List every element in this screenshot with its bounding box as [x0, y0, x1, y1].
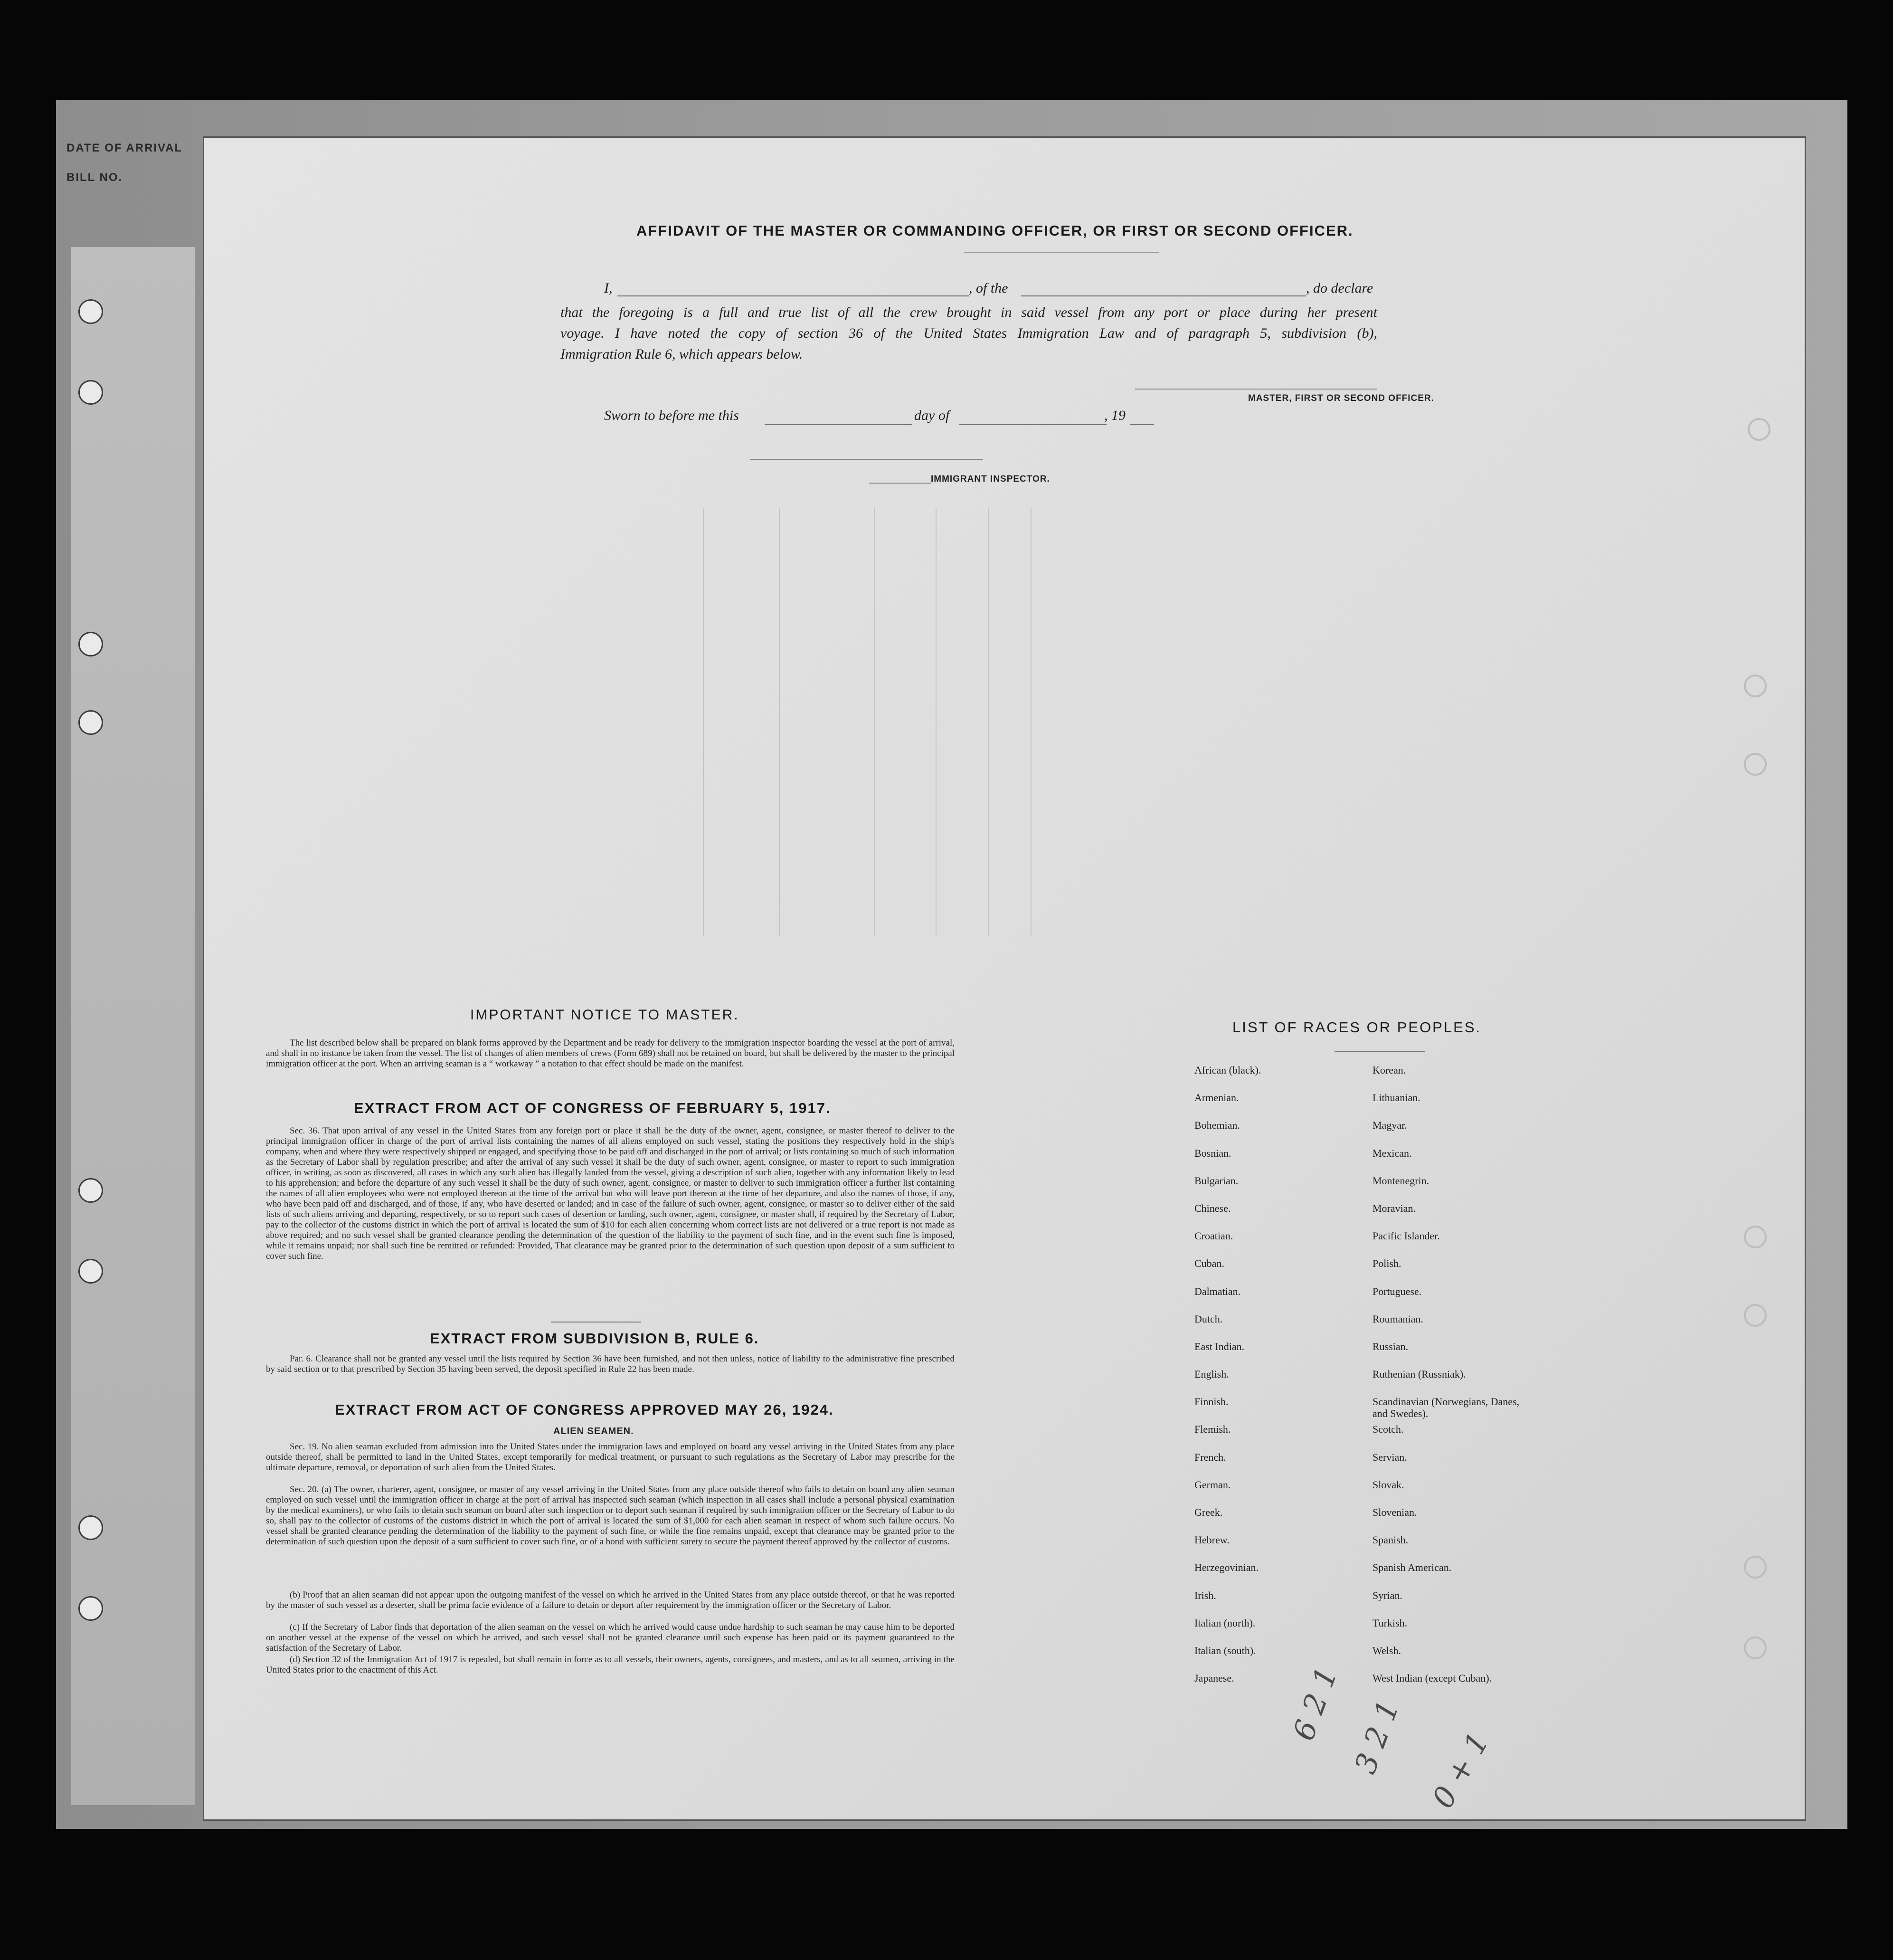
binding-hole: [78, 632, 103, 657]
race-item: Polish.: [1372, 1257, 1401, 1270]
inspector-signature-line: [750, 459, 983, 460]
race-item: Slovenian.: [1372, 1506, 1417, 1518]
race-item: Chinese.: [1194, 1202, 1231, 1214]
race-item: Dutch.: [1194, 1313, 1223, 1325]
race-item: Pacific Islander.: [1372, 1230, 1440, 1242]
sworn-day-blank: [765, 424, 912, 425]
year-blank: [1130, 424, 1154, 425]
name-blank: [617, 295, 969, 296]
affidavit-line-2: that the foregoing is a full and true list of all the crew brought in said vessel from any port or place during her present: [560, 304, 1377, 320]
title-rule: [964, 252, 1159, 253]
affidavit-line-3: voyage. I have noted the copy of section 36 of the United States Immigration Law and of paragraph 5, subdivision (b),: [560, 325, 1377, 341]
race-item: Roumanian.: [1372, 1313, 1423, 1325]
punch-ring: [1744, 1226, 1767, 1248]
edge-date-label: DATE OF ARRIVAL: [66, 142, 183, 154]
edge-bill-label: BILL NO.: [66, 171, 123, 184]
show-through-line: [779, 508, 780, 936]
race-item: Slovak.: [1372, 1478, 1404, 1491]
handwritten-note: 6 2 1: [1286, 1662, 1344, 1745]
race-item: Finnish.: [1194, 1396, 1229, 1408]
punch-ring: [1748, 418, 1770, 441]
affidavit-do-declare: , do declare: [1306, 280, 1373, 296]
extract-rule6-text: Par. 6. Clearance shall not be granted any vessel until the lists required by Section 36 have been furnished, and not then unless, notice of liability to the administrative fine prescribed by said section or to that prescribed by Section 35 having been served, the deposit specified in Rule 22 has been made.: [266, 1354, 955, 1374]
race-item: Bohemian.: [1194, 1119, 1240, 1132]
day-of-label: day of: [914, 408, 950, 423]
affidavit-title: AFFIDAVIT OF THE MASTER OR COMMANDING OFFICER, OR FIRST OR SECOND OFFICER.: [636, 222, 1353, 239]
punch-ring: [1744, 675, 1767, 697]
race-item: Japanese.: [1194, 1672, 1234, 1684]
race-item: Greek.: [1194, 1506, 1223, 1518]
race-item: Korean.: [1372, 1064, 1406, 1076]
race-item: Servian.: [1372, 1451, 1407, 1463]
extract-1924-title: EXTRACT FROM ACT OF CONGRESS APPROVED MAY 26, 1924.: [335, 1401, 834, 1418]
race-item: Turkish.: [1372, 1617, 1408, 1629]
handwritten-note: 3 2 1: [1347, 1695, 1406, 1779]
show-through-line: [703, 508, 704, 936]
races-left-column: [1194, 1064, 1261, 1700]
race-item: East Indian.: [1194, 1340, 1245, 1352]
handwritten-note: 0 + 1: [1425, 1726, 1496, 1814]
race-item: Cuban.: [1194, 1257, 1224, 1270]
extract-rule6-title: EXTRACT FROM SUBDIVISION B, RULE 6.: [430, 1330, 759, 1347]
race-item: Magyar.: [1372, 1119, 1407, 1132]
inspector-label: IMMIGRANT INSPECTOR.: [931, 474, 1050, 484]
show-through-line: [936, 508, 937, 936]
notice-title: IMPORTANT NOTICE TO MASTER.: [470, 1007, 739, 1023]
race-item: Dalmatian.: [1194, 1285, 1241, 1297]
signer-label: MASTER, FIRST OR SECOND OFFICER.: [1248, 393, 1434, 403]
sec-20c-text: (c) If the Secretary of Labor finds that deportation of the alien seaman on the vessel on which he arrived would cause undue hardship to such seaman he may cause him to be deported on another vessel at the expense of the vessel on which he arrived, and such vessel shall not be granted clearance until such expense has been paid or its payment guaranteed to the satisfaction of the Secretary of Labor.: [266, 1622, 955, 1653]
show-through-line: [988, 508, 989, 936]
race-item: Armenian.: [1194, 1092, 1239, 1104]
race-item: Italian (south).: [1194, 1644, 1256, 1656]
race-item: Syrian.: [1372, 1589, 1402, 1601]
binding-hole: [78, 380, 103, 405]
race-item: Hebrew.: [1194, 1534, 1230, 1546]
race-item: English.: [1194, 1368, 1229, 1380]
punch-ring: [1744, 753, 1767, 776]
signature-line: [1135, 389, 1377, 390]
race-item: Bosnian.: [1194, 1147, 1231, 1159]
race-item: Portuguese.: [1372, 1285, 1422, 1297]
alien-seamen-subtitle: ALIEN SEAMEN.: [553, 1426, 634, 1437]
binding-hole: [78, 1596, 103, 1621]
race-item: French.: [1194, 1451, 1226, 1463]
race-item: African (black).: [1194, 1064, 1261, 1076]
race-item: West Indian (except Cuban).: [1372, 1672, 1492, 1684]
affidavit-line-4: Immigration Rule 6, which appears below.: [560, 346, 803, 362]
section-rule: [551, 1322, 641, 1323]
race-item: Montenegrin.: [1372, 1174, 1429, 1187]
show-through-line: [874, 508, 875, 936]
binding-hole: [78, 1259, 103, 1284]
race-item: Russian.: [1372, 1340, 1409, 1352]
race-item: Italian (north).: [1194, 1617, 1256, 1629]
race-item: Spanish American.: [1372, 1561, 1452, 1574]
race-item: Mexican.: [1372, 1147, 1412, 1159]
vessel-blank: [1021, 295, 1306, 296]
punch-ring: [1744, 1304, 1767, 1327]
binding-hole: [78, 299, 103, 324]
inspector-short-line: [869, 483, 931, 484]
race-item: Flemish.: [1194, 1423, 1231, 1436]
race-item: Scotch.: [1372, 1423, 1404, 1436]
notice-text: The list described below shall be prepared on blank forms approved by the Department and be ready for delivery to the immigration inspector boarding the vessel at the port of arrival, and shall in no instance be taken from the vessel. The list of changes of alien members of crews (Form 689) shall not be retained on board, but shall be delivered by the master to the principal immigration officer at the port. When an arriving seaman is a “ workaway ” a notation to that effect should be made on the manifest.: [266, 1038, 955, 1069]
races-right-column: [1372, 1064, 1524, 1700]
race-item: Irish.: [1194, 1589, 1216, 1601]
show-through-line: [1031, 508, 1032, 936]
race-item: Moravian.: [1372, 1202, 1416, 1214]
race-item: Bulgarian.: [1194, 1174, 1239, 1187]
race-item: Scandinavian (Norwegians, Danes, and Swedes).: [1372, 1396, 1520, 1420]
sec-20d-text: (d) Section 32 of the Immigration Act of 1917 is repealed, but shall remain in force as to all vessels, their owners, agents, consignees, and masters, and as to all seamen, arriving in the United States prior to the enactment of this Act.: [266, 1655, 955, 1675]
sworn-label: Sworn to before me this: [604, 408, 739, 423]
races-title: LIST OF RACES OR PEOPLES.: [1232, 1019, 1482, 1036]
race-item: Spanish.: [1372, 1534, 1409, 1546]
affidavit-i: I,: [604, 280, 613, 296]
punch-ring: [1744, 1637, 1767, 1659]
binding-hole: [78, 710, 103, 735]
extract-1917-title: EXTRACT FROM ACT OF CONGRESS OF FEBRUARY 5, 1917.: [354, 1100, 831, 1116]
race-item: Croatian.: [1194, 1230, 1233, 1242]
races-title-rule: [1335, 1051, 1425, 1052]
month-blank: [959, 424, 1107, 425]
affidavit-page: [204, 138, 1805, 1819]
race-item: Herzegovinian.: [1194, 1561, 1259, 1574]
race-item: Ruthenian (Russniak).: [1372, 1368, 1466, 1380]
binding-hole: [78, 1178, 103, 1203]
race-item: German.: [1194, 1478, 1231, 1491]
sec-20a-text: Sec. 20. (a) The owner, charterer, agent, consignee, or master of any vessel arriving in the United States from any place outside thereof who fails to detain on board any alien seaman employed on such vessel until the immigration officer in charge at the port of arrival has inspected such seaman (which inspection in all cases shall include a personal physical examination by the medical examiners), or who fails to detain such seaman on board after such inspection or to deport such seaman if required by such immigration officer or the Secretary of Labor to do so, shall pay to the collector of customs of the customs district in which the port of arrival is located the sum of $1,000 for each alien seaman in respect of whom such failure occurs. No vessel shall be granted clearance pending the determination of the liability to the payment of such fine, or while the fine remains unpaid, except that clearance may be granted prior to the determination of such question upon the deposit of a sum sufficient to cover such fine, or of a bond with sufficient surety to secure the payment thereof approved by the collector of customs.: [266, 1484, 955, 1547]
affidavit-of-the: , of the: [969, 280, 1008, 296]
year-label: , 19: [1104, 408, 1126, 423]
race-item: Welsh.: [1372, 1644, 1401, 1656]
race-item: Lithuanian.: [1372, 1092, 1420, 1104]
punch-ring: [1744, 1556, 1767, 1579]
sec-20b-text: (b) Proof that an alien seaman did not appear upon the outgoing manifest of the vessel on which he arrived in the United States from any place outside thereof, or that he was reported by the master of such vessel as a deserter, shall be prima facie evidence of a failure to detain or deport after requirement by the immigration officer or the Secretary of Labor.: [266, 1590, 955, 1610]
sec-19-text: Sec. 19. No alien seaman excluded from admission into the United States under the immigration laws and employed on board any vessel arriving in the United States from any place outside thereof, shall be permitted to land in the United States, except temporarily for medical treatment, or pursuant to such regulations as the Secretary of Labor may prescribe for the ultimate departure, removal, or deportation of such alien from the United States.: [266, 1442, 955, 1473]
binding-strip: [71, 247, 195, 1805]
binding-hole: [78, 1515, 103, 1540]
extract-1917-text: Sec. 36. That upon arrival of any vessel in the United States from any foreign port or place it shall be the duty of the owner, agent, consignee, or master thereof to deliver to the principal immigration officer in charge of the port of arrival lists containing the names of all aliens employed on such vessel, stating the positions they respectively hold in the ship's company, when and where they were respectively shipped or engaged, and specifying those to be paid off and discharged in the port of arrival; or lists containing so much of such information as the Secretary of Labor shall by regulation prescribe; and after the arrival of any such vessel it shall be the duty of such owner, agent, consignee, or master to report to such immigration officer, in writing, as soon as discovered, all cases in which any such alien has illegally landed from the vessel, giving a description of such alien, together with any information likely to lead to his apprehension; and before the departure of any such vessel it shall be the duty of such owner, agent, consignee, or master to deliver to such immigration officer a further list containing the names of all alien employees who were not employed thereon at the time of the arrival but who will leave port thereon at the time of her departure, and also the names of those, if any, who have been paid off and discharged, and of those, if any, who have deserted or landed; and in case of the failure of such owner, agent, consignee, or master so to deliver either of the said lists of such aliens arriving and departing, respectively, or so to report such cases of desertion or landing, such owner, agent, consignee, or master shall, if required by the Secretary of Labor, pay to the collector of the customs district in which the port of arrival is located the sum of $10 for each alien concerning whom correct lists are not delivered or a true report is not made as above required; and no such vessel shall be granted clearance pending the determination of the question of the liability to the payment of such fine, and in the event such fine is imposed, while it remains unpaid; nor shall such fine be remitted or refunded: Provided, That clearance may be granted prior to the determination of such question upon deposit of a sum sufficient to cover such fine.: [266, 1126, 955, 1261]
